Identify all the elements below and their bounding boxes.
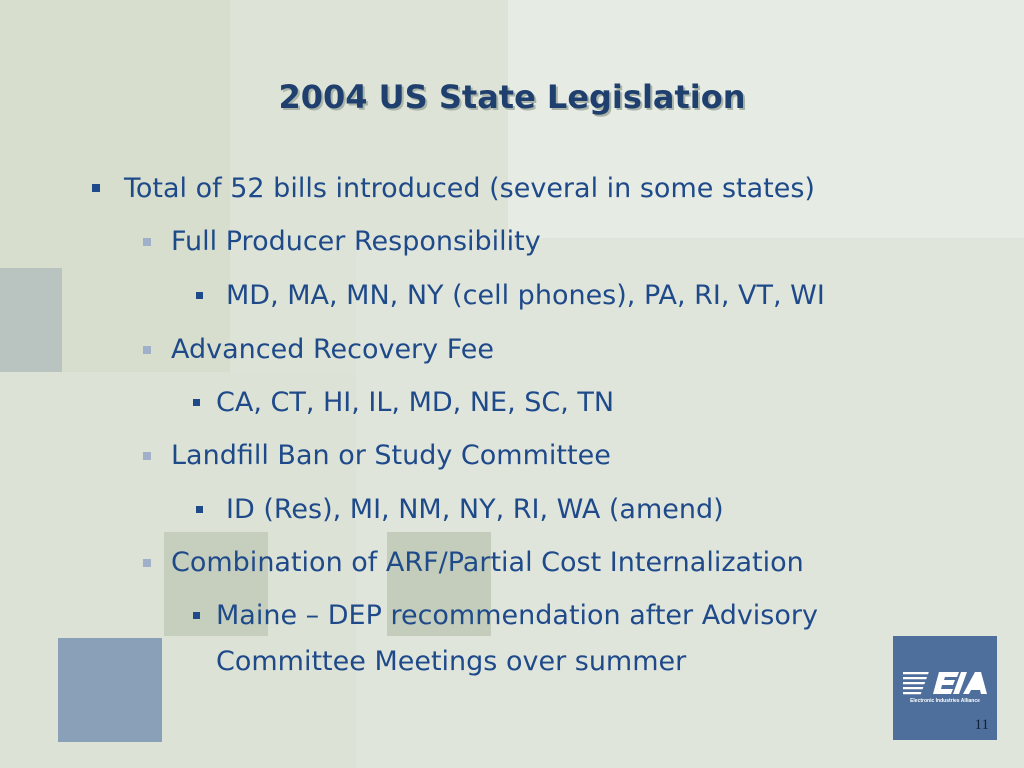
bg-square [0,268,62,372]
bullet-l2 [171,540,804,586]
slide-title: 2004 US State Legislation [278,78,746,116]
square-bullet-icon [143,238,151,246]
bullet-text: MD, MA, MN, NY (cell phones), PA, RI, VT, WI [226,280,825,311]
eia-logo [893,636,997,740]
logo-subtitle: Electronic Industries Alliance [910,698,980,704]
bullet-text: Committee Meetings over summer [216,646,687,677]
bullet-l2 [171,327,494,373]
square-bullet-icon [143,452,151,460]
bullet-text: Combination of ARF/Partial Cost Internalization [171,547,804,578]
bullet-l3 [226,273,825,319]
bullet-text: ID (Res), MI, NM, NY, RI, WA (amend) [226,494,724,525]
eia-logo-icon [903,666,987,700]
bullet-text: CA, CT, HI, IL, MD, NE, SC, TN [216,387,615,418]
bullet-text: Advanced Recovery Fee [171,334,494,365]
bullet-text: Full Producer Responsibility [171,226,541,257]
bullet-text: Total of 52 bills introduced (several in some states) [124,173,815,204]
square-bullet-icon [143,559,151,567]
bg-square [58,638,162,742]
square-bullet-icon [196,506,203,513]
square-bullet-icon [196,292,203,299]
square-bullet-icon [143,346,151,354]
bullet-l3 [226,487,724,533]
bullet-continuation [216,639,686,685]
square-bullet-icon [92,184,100,192]
square-bullet-icon [193,612,200,619]
square-bullet-icon [193,399,200,406]
page-number: 11 [974,717,989,733]
bullet-l3 [216,380,614,426]
bullet-text: Maine – DEP recommendation after Advisory [216,600,818,631]
bullet-l2 [171,219,541,265]
bullet-text: Landfill Ban or Study Committee [171,440,611,471]
bullet-l1 [124,166,815,212]
bullet-l3 [216,593,818,639]
bullet-l2 [171,433,611,479]
